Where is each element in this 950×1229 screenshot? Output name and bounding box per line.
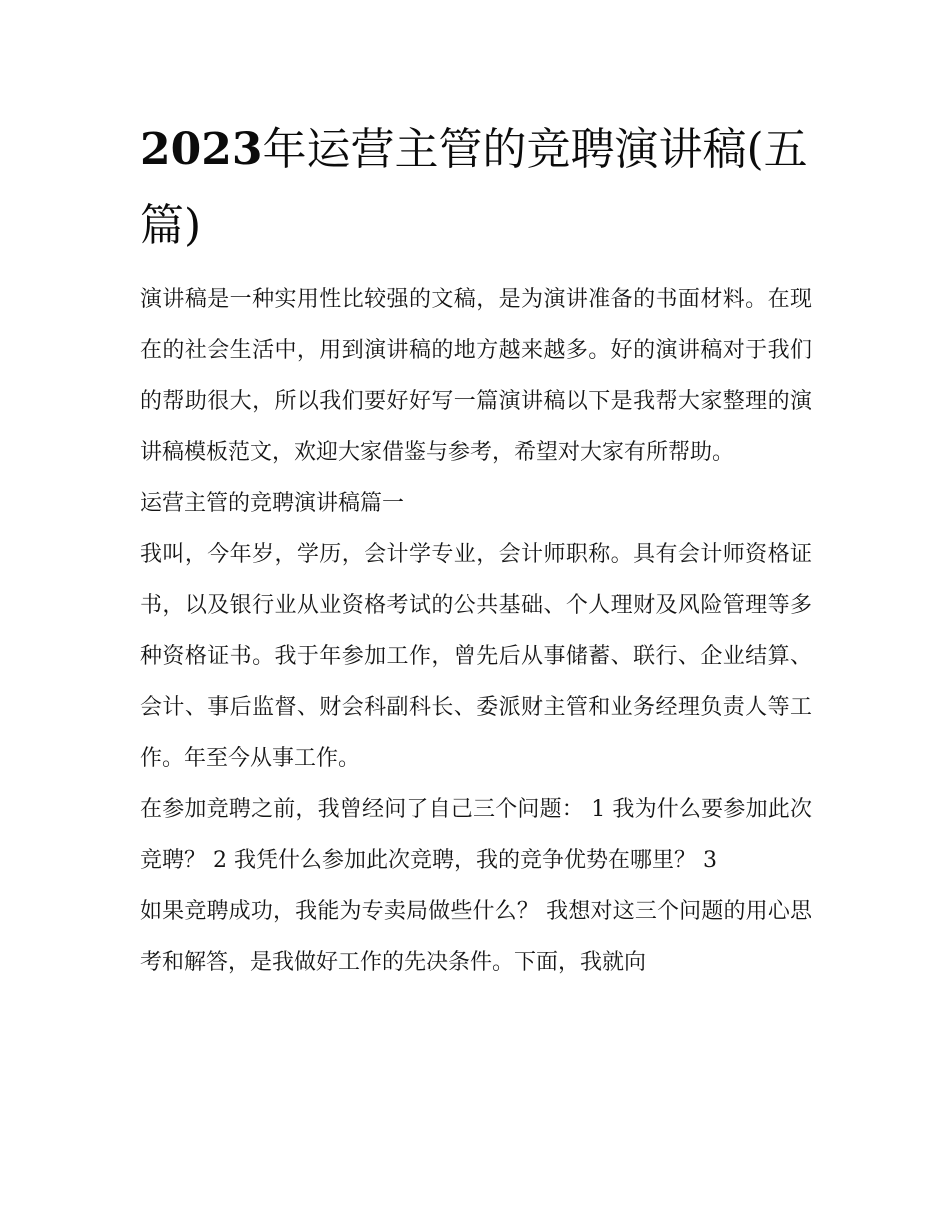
document-body	[140, 112, 812, 988]
title-text: 年运营主管的竞聘演讲稿(五篇)	[140, 124, 808, 251]
intro-paragraph: 演讲稿是一种实用性比较强的文稿，是为演讲准备的书面材料。在现在的社会生活中，用到演讲稿的地方越来越多。好的演讲稿对于我们的帮助很大，所以我们要好好写一篇演讲稿以下是我帮大家整理的演讲稿模板范文，欢迎大家借鉴与参考，希望对大家有所帮助。	[140, 287, 812, 465]
document-title	[140, 112, 812, 264]
body-paragraph: 我叫，今年岁，学历，会计学专业，会计师职称。具有会计师资格证书，以及银行业从业资格考试的公共基础、个人理财及风险管理等多种资格证书。我于年参加工作，曾先后从事储蓄、联行、企业结算、会计、事后监督、财会科副科长、委派财主管和业务经理负责人等工作。年至今从事工作。	[140, 542, 812, 771]
body-paragraph: 在参加竞聘之前，我曾经问了自己三个问题： 1 我为什么要参加此次竞聘？ 2 我凭什么参加此次竞聘，我的竞争优势在哪里？ 3	[140, 797, 812, 873]
body-paragraph: 如果竞聘成功，我能为专卖局做些什么？ 我想对这三个问题的用心思考和解答，是我做好工作的先决条件。下面，我就向	[140, 899, 812, 975]
title-year: 2023	[140, 124, 263, 175]
section-heading: 运营主管的竞聘演讲稿篇一	[140, 491, 405, 516]
